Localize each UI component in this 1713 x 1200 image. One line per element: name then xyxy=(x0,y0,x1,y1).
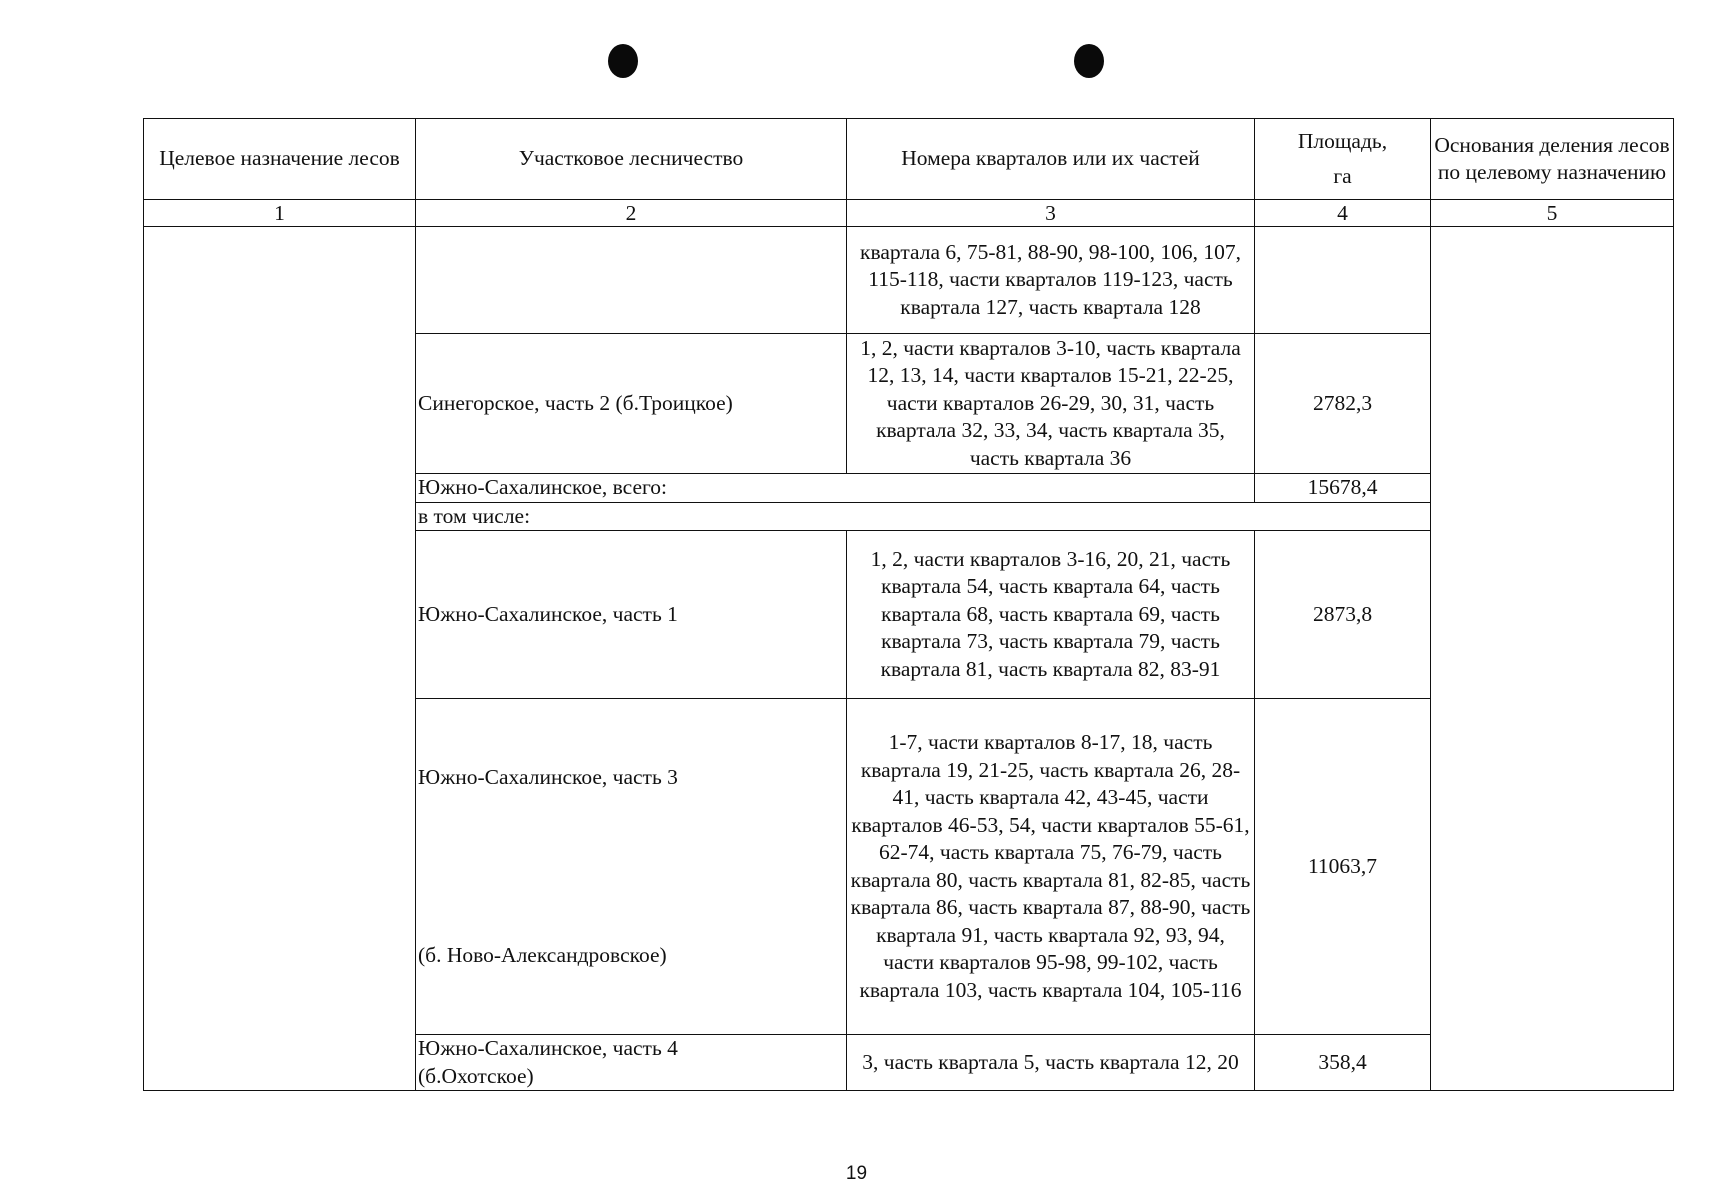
column-number: 2 xyxy=(416,200,847,227)
header-purpose: Целевое назначение лесов xyxy=(144,119,416,200)
column-number: 4 xyxy=(1255,200,1431,227)
header-area-line2: га xyxy=(1333,164,1352,188)
header-quarters: Номера кварталов или их частей xyxy=(847,119,1255,200)
district-cell xyxy=(416,1035,847,1091)
district-cell: Южно-Сахалинское, часть 1 xyxy=(416,531,847,699)
column-number: 5 xyxy=(1431,200,1674,227)
quarters-cell: 3, часть квартала 5, часть квартала 12, 20 xyxy=(847,1035,1255,1091)
area-cell xyxy=(1255,227,1431,334)
table-header-row xyxy=(144,119,1674,200)
area-total-cell: 15678,4 xyxy=(1255,474,1431,503)
district-total-cell: Южно-Сахалинское, всего: xyxy=(416,474,1255,503)
area-cell: 11063,7 xyxy=(1255,699,1431,1035)
district-former-name: (б. Ново-Александровское) xyxy=(418,942,667,967)
punch-hole-left xyxy=(608,44,638,78)
forest-purpose-table xyxy=(143,118,1674,1091)
district-cell: Синегорское, часть 2 (б.Троицкое) xyxy=(416,334,847,474)
district-name: Южно-Сахалинское, часть 3 xyxy=(418,765,678,789)
quarters-cell: 1, 2, части кварталов 3-10, часть квартала 12, 13, 14, части кварталов 15-21, 22-25, части кварталов 26-29, 30, 31, часть квартала 32, 33, 34, часть квартала 35, часть квартала 36 xyxy=(847,334,1255,474)
area-cell: 2873,8 xyxy=(1255,531,1431,699)
quarters-cell: квартала 6, 75-81, 88-90, 98-100, 106, 107, 115-118, части кварталов 119-123, часть квартала 127, часть квартала 128 xyxy=(847,227,1255,334)
purpose-cell xyxy=(144,227,416,1091)
header-basis: Основания деления лесов по целевому назначению xyxy=(1431,119,1674,200)
quarters-cell: 1, 2, части кварталов 3-16, 20, 21, часть квартала 54, часть квартала 64, часть квартала 68, часть квартала 69, часть квартала 73, часть квартала 79, часть квартала 81, часть квартала 82, 83-91 xyxy=(847,531,1255,699)
including-label: в том числе: xyxy=(416,502,1431,531)
quarters-cell: 1-7, части кварталов 8-17, 18, часть квартала 19, 21-25, часть квартала 26, 28-41, часть квартала 42, 43-45, части кварталов 46-53, 54, части кварталов 55-61, 62-74, часть квартала 75, 76-79, часть квартала 80, часть квартала 81, 82-85, часть квартала 86, часть квартала 87, 88-90, часть квартала 91, часть квартала 92, 93, 94, части кварталов 95-98, 99-102, часть квартала 103, часть квартала 104, 105-116 xyxy=(847,699,1255,1035)
district-cell xyxy=(416,227,847,334)
area-cell: 2782,3 xyxy=(1255,334,1431,474)
area-cell: 358,4 xyxy=(1255,1035,1431,1091)
punch-hole-right xyxy=(1074,44,1104,78)
column-number: 3 xyxy=(847,200,1255,227)
district-name: Южно-Сахалинское, часть 4 xyxy=(418,1036,678,1060)
header-area xyxy=(1255,119,1431,200)
district-former-name: (б.Охотское) xyxy=(418,1063,534,1088)
table-row xyxy=(144,227,1674,334)
basis-cell xyxy=(1431,227,1674,1091)
header-district: Участковое лесничество xyxy=(416,119,847,200)
district-cell xyxy=(416,699,847,1035)
header-area-line1: Площадь, xyxy=(1297,128,1388,153)
page-number: 19 xyxy=(845,1163,868,1184)
column-number-row xyxy=(144,200,1674,227)
column-number: 1 xyxy=(144,200,416,227)
